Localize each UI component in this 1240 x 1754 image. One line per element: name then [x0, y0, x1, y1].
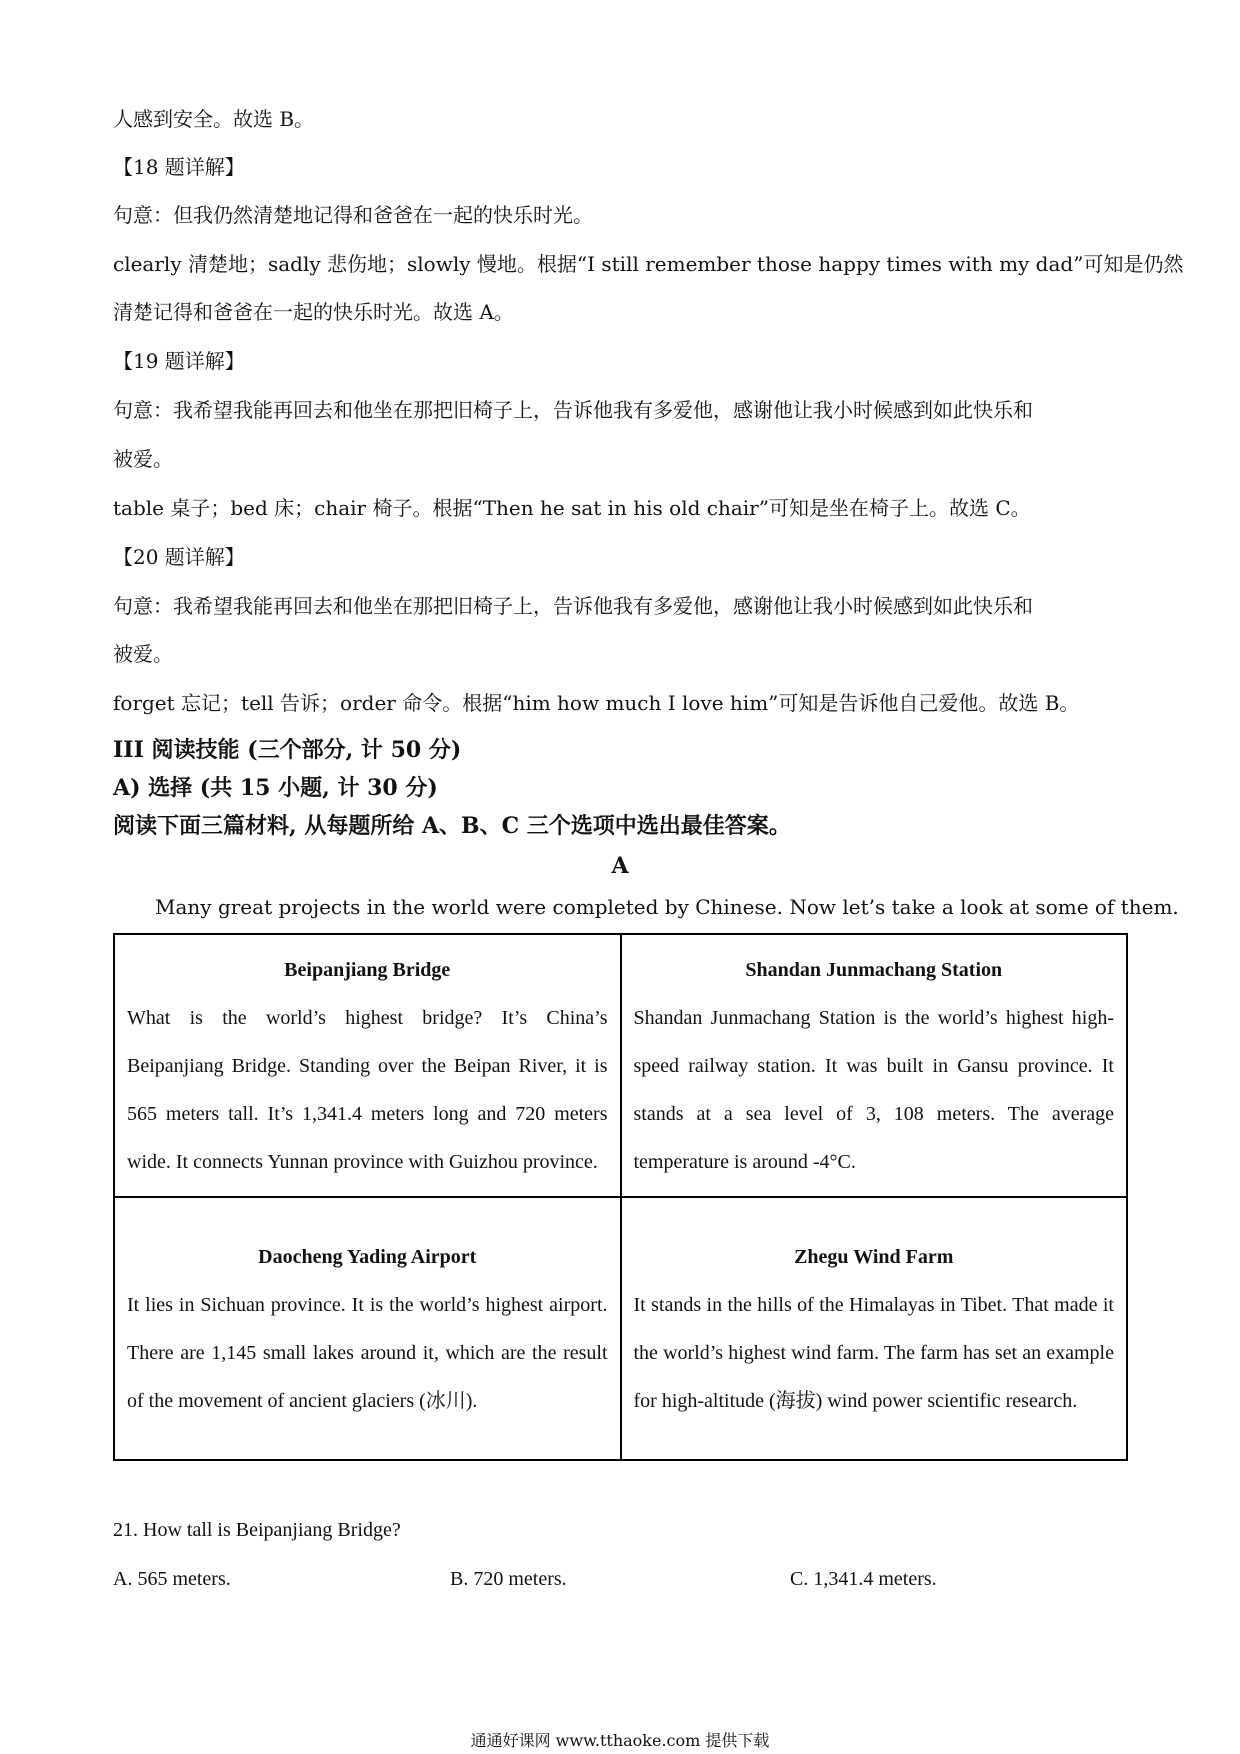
text-line: table 桌子；bed 床；chair 椅子。根据“Then he sat in his old chair”可知是坐在椅子上。故选 C。: [113, 496, 1031, 520]
table-cell-daocheng: [114, 1197, 621, 1460]
section-subtitle: A) 选择 (共 15 小题, 计 30 分): [113, 775, 438, 801]
question-heading-20: 【20 题详解】: [113, 545, 245, 569]
footer-source: 通通好课网 www.tthaoke.com 提供下载: [470, 1731, 770, 1750]
cell-title: Shandan Junmachang Station: [745, 958, 1003, 981]
option-c: C. 1,341.4 meters.: [790, 1568, 937, 1590]
text-line: 清楚记得和爸爸在一起的快乐时光。故选 A。: [113, 300, 514, 324]
text-line: clearly 清楚地；sadly 悲伤地；slowly 慢地。根据“I still remember those happy times with my dad”可知是仍然: [113, 252, 1184, 276]
cell-title: Daocheng Yading Airport: [258, 1245, 477, 1268]
text-line: forget 忘记；tell 告诉；order 命令。根据“him how much I love him”可知是告诉他自己爱他。故选 B。: [113, 691, 1080, 715]
text-line: 被爱。: [113, 642, 173, 666]
passage-intro: Many great projects in the world were completed by Chinese. Now let’s take a look at some of them.: [155, 895, 1179, 919]
text-line: 被爱。: [113, 447, 173, 471]
text-line: 句意：我希望我能再回去和他坐在那把旧椅子上，告诉他我有多爱他，感谢他让我小时候感到如此快乐和: [113, 594, 1033, 618]
passage-label: A: [611, 853, 629, 879]
question-heading-19: 【19 题详解】: [113, 349, 245, 373]
cell-title: Zhegu Wind Farm: [794, 1245, 954, 1268]
option-b: B. 720 meters.: [450, 1568, 567, 1590]
table-row: [114, 1197, 1127, 1460]
cell-body: What is the world’s highest bridge? It’s China’s Beipanjiang Bridge. Standing over the Beipan River, it is 565 meters tall. It’s 1,341.4 meters long and 720 meters wide. It connects Yunnan province with Guizhou province.: [127, 1006, 608, 1173]
cell-body: It stands in the hills of the Himalayas in Tibet. That made it the world’s highest wind farm. The farm has set an example for high-altitude (海拔) wind power scientific research.: [633, 1293, 1114, 1412]
option-a: A. 565 meters.: [113, 1568, 231, 1590]
section-title: III 阅读技能 (三个部分, 计 50 分): [113, 737, 462, 763]
text-line: 人感到安全。故选 B。: [113, 107, 315, 131]
text-line: 句意：但我仍然清楚地记得和爸爸在一起的快乐时光。: [113, 203, 593, 227]
projects-table: [113, 933, 1128, 1461]
table-cell-shandan: [621, 934, 1128, 1197]
question-stem: 21. How tall is Beipanjiang Bridge?: [113, 1519, 401, 1541]
table-row: [114, 934, 1127, 1197]
cell-body: Shandan Junmachang Station is the world’s highest high-speed railway station. It was built in Gansu province. It stands at a sea level of 3, 108 meters. The average temperature is around -4°C.: [633, 1006, 1114, 1173]
cell-title: Beipanjiang Bridge: [284, 958, 451, 981]
table-cell-zhegu: [621, 1197, 1128, 1460]
cell-body: It lies in Sichuan province. It is the world’s highest airport. There are 1,145 small lakes around it, which are the result of the movement of ancient glaciers (冰川).: [127, 1293, 608, 1412]
table-cell-beipanjiang: [114, 934, 621, 1197]
section-instruction: 阅读下面三篇材料, 从每题所给 A、B、C 三个选项中选出最佳答案。: [113, 813, 791, 839]
text-line: 句意：我希望我能再回去和他坐在那把旧椅子上，告诉他我有多爱他，感谢他让我小时候感到如此快乐和: [113, 398, 1033, 422]
question-heading-18: 【18 题详解】: [113, 155, 245, 179]
